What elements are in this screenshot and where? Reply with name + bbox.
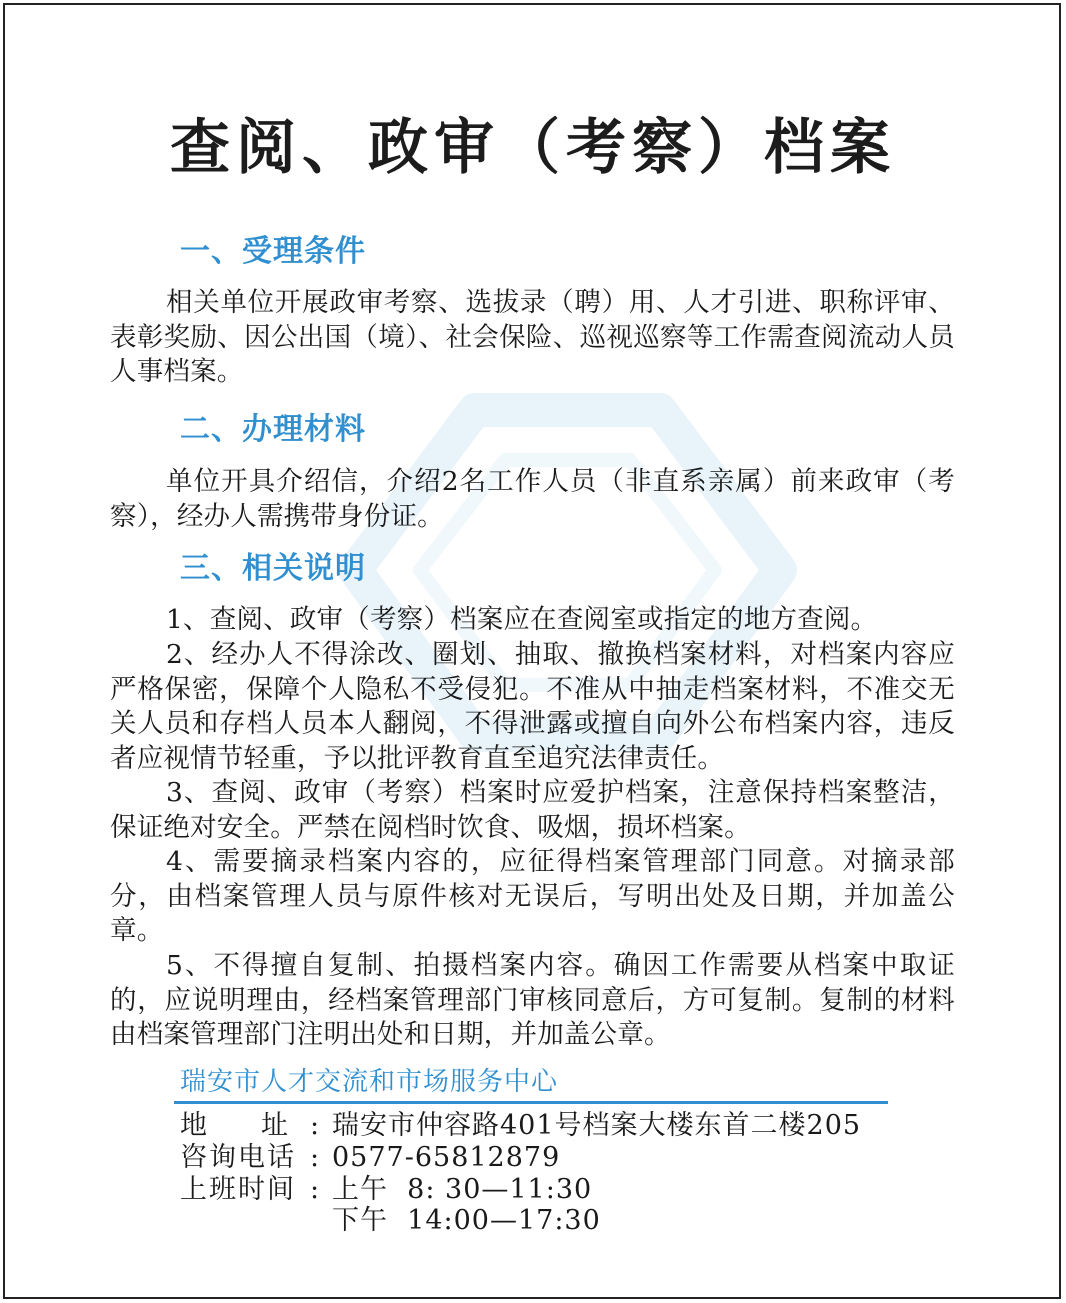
hours-label: 上班时间	[180, 1174, 296, 1205]
note-item-1: 1、查阅、政审（考察）档案应在查阅室或指定的地方查阅。	[166, 604, 878, 635]
hours-afternoon-row	[332, 1205, 601, 1237]
phone-separator: :	[309, 1142, 321, 1173]
address-value: 瑞安市仲容路401号档案大楼东首二楼205	[332, 1110, 862, 1141]
organization-underline	[174, 1101, 888, 1104]
hours-row	[180, 1174, 592, 1206]
organization-name: 瑞安市人才交流和市场服务中心	[180, 1067, 559, 1097]
phone-value: 0577-65812879	[332, 1142, 561, 1173]
conditions-paragraph: 相关单位开展政审考察、选拔录（聘）用、人才引进、职称评审、表彰奖励、因公出国（境）、社会保险、巡视巡察等工作需查阅流动人员人事档案。	[110, 287, 955, 387]
note-item-2: 2、经办人不得涂改、圈划、抽取、撤换档案材料，对档案内容应严格保密，保障个人隐私不受侵犯。不准从中抽走档案材料，不准交无关人员和存档人员本人翻阅，不得泄露或擅自向外公布档案内容，违反者应视情节轻重，予以批评教育直至追究法律责任。	[110, 639, 955, 774]
note-item-4: 4、需要摘录档案内容的，应征得档案管理部门同意。对摘录部分，由档案管理人员与原件核对无误后，写明出处及日期，并加盖公章。	[110, 846, 955, 946]
section-heading-notes: 三、相关说明	[180, 551, 366, 586]
hours-separator: :	[309, 1174, 321, 1205]
materials-paragraph: 单位开具介绍信，介绍2名工作人员（非直系亲属）前来政审（考察），经办人需携带身份证。	[110, 466, 955, 532]
page-title: 查阅、政审（考察）档案	[170, 113, 896, 183]
phone-label: 咨询电话	[180, 1142, 296, 1173]
address-label: 地 址	[180, 1110, 288, 1141]
section-heading-materials: 二、办理材料	[180, 412, 366, 447]
note-item-3: 3、查阅、政审（考察）档案时应爱护档案，注意保持档案整洁，保证绝对安全。严禁在阅档时饮食、吸烟，损坏档案。	[110, 777, 955, 843]
section-heading-conditions: 一、受理条件	[180, 234, 366, 269]
address-separator: :	[309, 1110, 321, 1141]
note-item-5: 5、不得擅自复制、拍摄档案内容。确因工作需要从档案中取证的，应说明理由，经档案管理部门审核同意后，方可复制。复制的材料由档案管理部门注明出处和日期，并加盖公章。	[110, 950, 955, 1050]
hours-afternoon: 下午 14:00—17:30	[332, 1205, 601, 1236]
phone-row	[180, 1142, 560, 1174]
address-row	[180, 1110, 861, 1142]
hours-morning: 上午 8: 30—11:30	[332, 1174, 593, 1205]
